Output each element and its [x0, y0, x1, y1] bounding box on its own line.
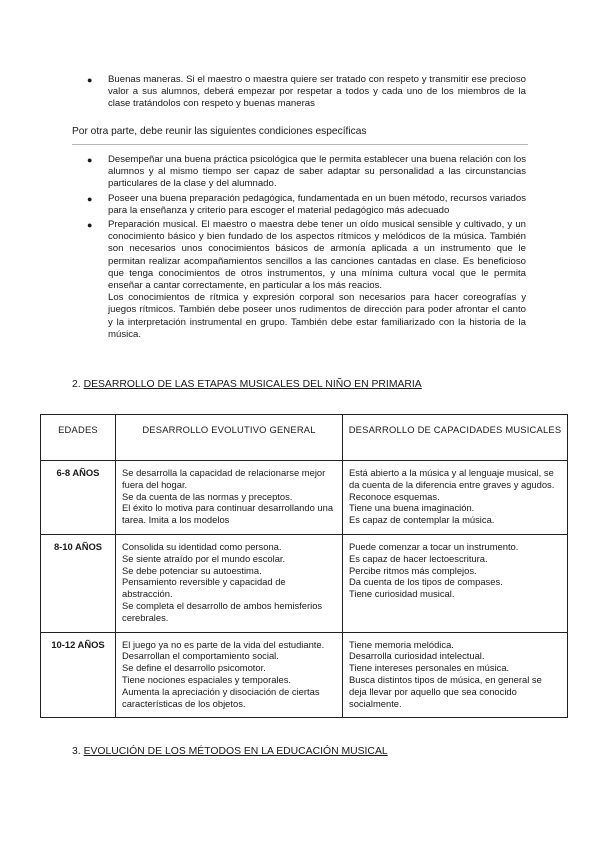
table-row	[41, 461, 568, 535]
general-cell	[116, 534, 343, 632]
cell-line: Está abierto a la música y al lenguaje musical, se da cuenta de la diferencia entre graves y agudos.	[349, 467, 555, 490]
bullet-icon: ●	[87, 220, 93, 231]
list-item-continuation: Los conocimientos de rítmica y expresión corporal son necesarios para hacer coreografías y juegos rítmicos. También debe poseer unos rudimentos de dirección para poder afrontar el canto y la interpretación instrumental en grupo. También debe estar familiarizado con la historia de la música.	[108, 292, 526, 340]
cell-line: Se da cuenta de las normas y preceptos.	[122, 490, 293, 502]
section-heading-3	[72, 746, 388, 757]
age-cell: 10-12 AÑOS	[41, 632, 116, 718]
cell-line: Desarrolla curiosidad intelectual.	[349, 650, 485, 662]
age-cell: 8-10 AÑOS	[41, 534, 116, 632]
cell-line: Da cuenta de los tipos de compases.	[349, 576, 503, 588]
general-cell	[116, 632, 343, 718]
cell-line: Tiene intereses personales en música.	[349, 662, 510, 674]
cell-line: Tiene memoria melódica.	[349, 638, 454, 650]
list-item-text: Poseer una buena preparación pedagógica, fundamentada en un buen método, recursos variados para la enseñanza y criterio para escoger el material pedagógico más adecuado	[108, 192, 526, 216]
section-heading-2	[72, 379, 422, 390]
cell-line: El éxito lo motiva para continuar desarrollando una tarea. Imita a los modelos	[122, 502, 334, 526]
table-header-row	[41, 415, 568, 461]
cell-line: Se debe potenciar su autoestima.	[122, 564, 262, 576]
cell-line: Se siente atraído por el mundo escolar.	[122, 552, 286, 564]
cell-line: Desarrollan el comportamiento social.	[122, 650, 279, 662]
musical-cell	[343, 534, 568, 632]
intro-paragraph: Por otra parte, debe reunir las siguientes condiciones específicas	[72, 126, 367, 137]
age-cell: 6-8 AÑOS	[41, 461, 116, 535]
cell-line: Se define el desarrollo psicomotor.	[122, 662, 266, 674]
musical-cell	[343, 632, 568, 718]
section-number: 2.	[72, 379, 84, 390]
bullet-icon: ●	[87, 193, 93, 204]
column-header-ages: EDADES	[41, 415, 116, 461]
cell-line: Tiene una buena imaginación.	[349, 502, 475, 514]
cell-line: Reconoce esquemas.	[349, 490, 440, 502]
development-stages-table	[40, 414, 568, 718]
list-item-text: Desempeñar una buena práctica psicológica que le permita establecer una buena relación con los alumnos y al mismo tiempo ser capaz de saber adaptar su personalidad a las circunstancias particulares de la clase y del alumnado.	[108, 154, 526, 190]
list-item	[87, 192, 526, 217]
musical-cell	[343, 461, 568, 535]
cell-line: Busca distintos tipos de música, en general se deja llevar por aquello que sea conocido socialmente.	[349, 673, 542, 709]
cell-line: Pensamiento reversible y capacidad de abstracción.	[122, 576, 286, 600]
cell-line: Consolida su identidad como persona.	[122, 540, 282, 552]
cell-line: Aumenta la apreciación y disociación de ciertas características de los objetos.	[122, 685, 320, 709]
list-item-text: Buenas maneras. Si el maestro o maestra quiere ser tratado con respeto y transmitir ese precioso valor a sus alumnos, deberá empezar por respetar a todos y cada uno de los miembros de la clase tratándolos con respeto y buenas maneras	[108, 74, 526, 110]
section-number: 3.	[72, 746, 84, 757]
bullet-list-top	[87, 74, 526, 113]
column-header-general: DESARROLLO EVOLUTIVO GENERAL	[116, 415, 343, 461]
bullet-list-conditions	[87, 154, 526, 343]
list-item-text: Preparación musical. El maestro o maestra debe tener un oído musical sensible y cultivado, y un conocimiento básico y bien fundado de los aspectos rítmicos y melódicos de la música. También son necesarios unos conocimientos básicos de armonía aplicada a un instrumento que le permitan realizar acompañamientos sencillos a las canciones cantadas en clase. Es beneficioso que tenga conocimientos de otros instrumentos, y una mínima cultura vocal que le permita enseñar a cantar correctamente, en particular a los más reacios.	[108, 219, 526, 292]
general-cell	[116, 461, 343, 535]
section-title: DESARROLLO DE LAS ETAPAS MUSICALES DEL NIÑO EN PRIMARIA	[83, 379, 422, 390]
list-item	[87, 74, 526, 111]
cell-line: Tiene curiosidad musical.	[349, 588, 455, 600]
bullet-icon: ●	[87, 155, 93, 165]
cell-line: Es capaz de contemplar la música.	[349, 514, 495, 526]
cell-line: El juego ya no es parte de la vida del estudiante.	[122, 638, 325, 650]
cell-line: Puede comenzar a tocar un instrumento.	[349, 540, 519, 552]
cell-line: Se completa el desarrollo de ambos hemisferios cerebrales.	[122, 599, 323, 623]
list-item	[87, 154, 526, 191]
bullet-icon: ●	[87, 75, 93, 85]
cell-line: Tiene nociones espaciales y temporales.	[122, 673, 292, 685]
cell-line: Percibe ritmos más complejos.	[349, 564, 477, 576]
list-item	[87, 219, 526, 341]
table-row	[41, 632, 568, 718]
table-row	[41, 534, 568, 632]
cell-line: Se desarrolla la capacidad de relacionarse mejor fuera del hogar.	[122, 467, 326, 490]
section-title: EVOLUCIÓN DE LOS MÉTODOS EN LA EDUCACIÓN MUSICAL	[83, 746, 388, 757]
column-header-musical: DESARROLLO DE CAPACIDADES MUSICALES	[343, 415, 568, 461]
cell-line: Es capaz de hacer lectoescritura.	[349, 552, 488, 564]
horizontal-divider	[72, 144, 528, 145]
